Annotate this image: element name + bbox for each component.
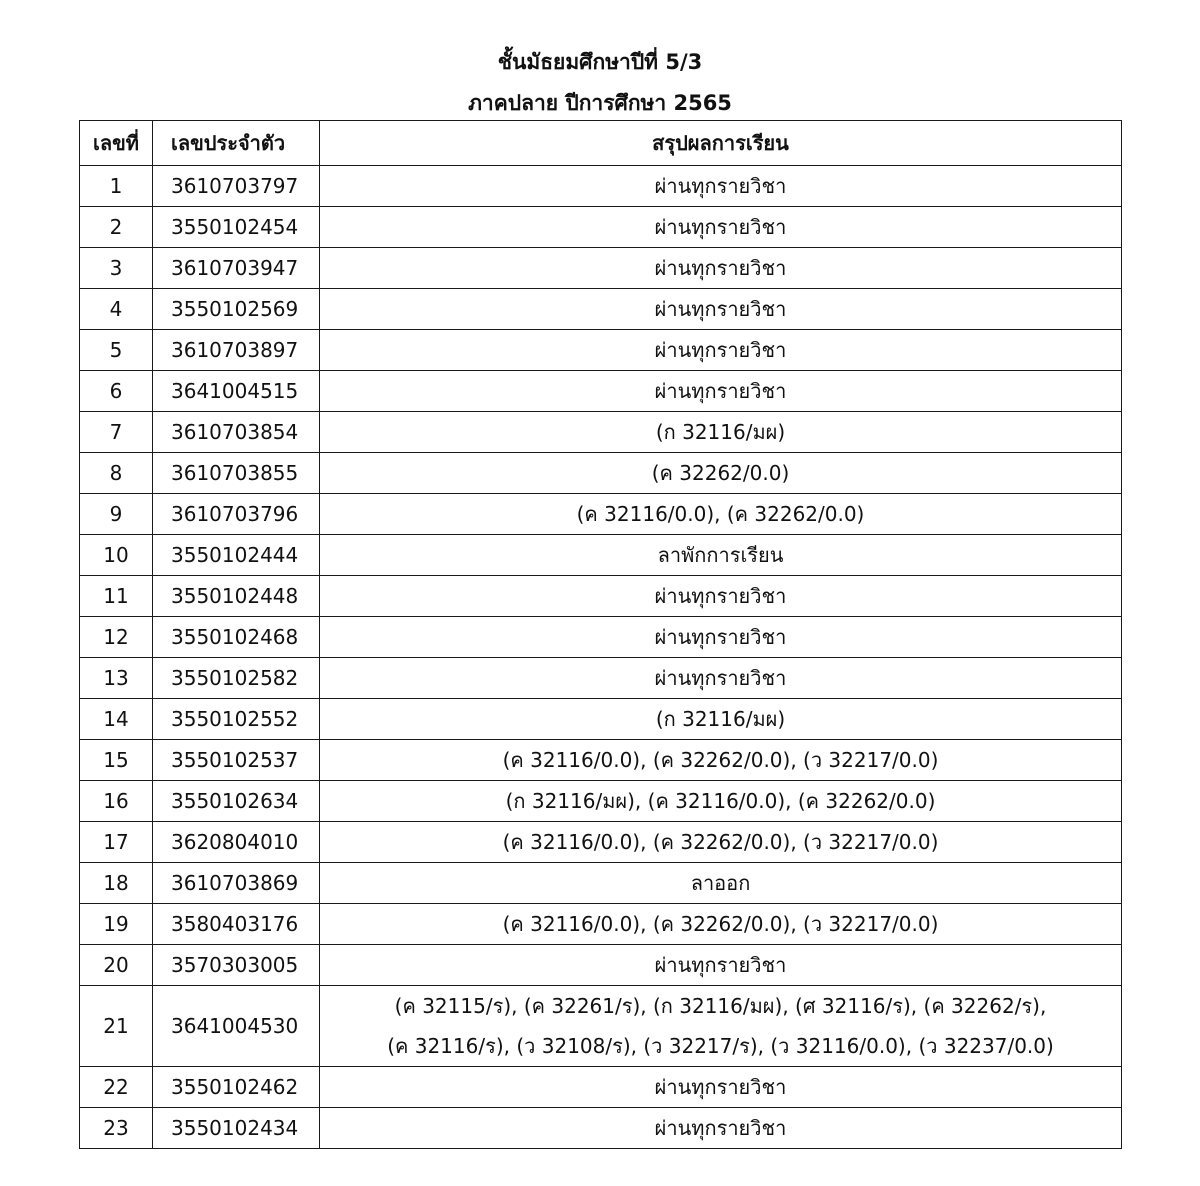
table-row — [80, 166, 1122, 207]
result-summary — [320, 330, 1122, 371]
row-number: 12 — [80, 617, 153, 658]
result-summary — [320, 535, 1122, 576]
student-id: 3550102569 — [153, 289, 320, 330]
result-line: ผ่านทุกรายวิชา — [654, 379, 787, 403]
student-id: 3550102552 — [153, 699, 320, 740]
result-summary — [320, 576, 1122, 617]
table-row — [80, 535, 1122, 576]
result-line: ผ่านทุกรายวิชา — [654, 625, 787, 649]
row-number: 7 — [80, 412, 153, 453]
student-id: 3641004515 — [153, 371, 320, 412]
student-id: 3570303005 — [153, 945, 320, 986]
result-summary — [320, 699, 1122, 740]
result-summary — [320, 371, 1122, 412]
table-row — [80, 371, 1122, 412]
student-id: 3610703797 — [153, 166, 320, 207]
table-row — [80, 945, 1122, 986]
page-subtitle: ภาคปลาย ปีการศึกษา 2565 — [468, 91, 732, 115]
result-summary — [320, 740, 1122, 781]
row-number: 22 — [80, 1067, 153, 1108]
result-summary — [320, 412, 1122, 453]
result-line: ผ่านทุกรายวิชา — [654, 666, 787, 690]
row-number: 13 — [80, 658, 153, 699]
row-number: 4 — [80, 289, 153, 330]
row-number: 3 — [80, 248, 153, 289]
student-id: 3610703796 — [153, 494, 320, 535]
table-row — [80, 248, 1122, 289]
student-id: 3550102434 — [153, 1108, 320, 1149]
column-header-result: สรุปผลการเรียน — [320, 121, 1122, 166]
table-row — [80, 207, 1122, 248]
row-number: 8 — [80, 453, 153, 494]
row-number: 10 — [80, 535, 153, 576]
result-line: ผ่านทุกรายวิชา — [654, 297, 787, 321]
result-line: ผ่านทุกรายวิชา — [654, 1116, 787, 1140]
student-id: 3610703947 — [153, 248, 320, 289]
column-header-number: เลขที่ — [80, 121, 153, 166]
row-number: 5 — [80, 330, 153, 371]
result-line: (ก 32116/มผ), (ค 32116/0.0), (ค 32262/0.0) — [505, 789, 936, 813]
result-line: ผ่านทุกรายวิชา — [654, 174, 787, 198]
row-number: 16 — [80, 781, 153, 822]
result-summary — [320, 289, 1122, 330]
student-id: 3620804010 — [153, 822, 320, 863]
result-summary — [320, 453, 1122, 494]
result-summary — [320, 658, 1122, 699]
table-row — [80, 1108, 1122, 1149]
student-id: 3550102634 — [153, 781, 320, 822]
table-row — [80, 1067, 1122, 1108]
row-number: 9 — [80, 494, 153, 535]
table-row — [80, 330, 1122, 371]
result-summary — [320, 1067, 1122, 1108]
result-summary — [320, 248, 1122, 289]
row-number: 18 — [80, 863, 153, 904]
table-row — [80, 986, 1122, 1067]
table-row — [80, 494, 1122, 535]
result-summary — [320, 1108, 1122, 1149]
result-line: (ค 32116/ร), (ว 32108/ร), (ว 32217/ร), (ว 32116/0.0), (ว 32237/0.0) — [387, 1034, 1054, 1058]
row-number: 21 — [80, 986, 153, 1067]
table-header-row — [80, 121, 1122, 166]
table-row — [80, 781, 1122, 822]
row-number: 1 — [80, 166, 153, 207]
student-id: 3580403176 — [153, 904, 320, 945]
student-id: 3641004530 — [153, 986, 320, 1067]
result-line: ลาพักการเรียน — [657, 543, 784, 567]
result-line: ผ่านทุกรายวิชา — [654, 1075, 787, 1099]
row-number: 6 — [80, 371, 153, 412]
table-row — [80, 740, 1122, 781]
result-line: ผ่านทุกรายวิชา — [654, 256, 787, 280]
result-summary — [320, 863, 1122, 904]
result-line: (ค 32116/0.0), (ค 32262/0.0), (ว 32217/0.0) — [502, 748, 939, 772]
table-row — [80, 576, 1122, 617]
result-line: ลาออก — [690, 871, 751, 895]
student-id: 3550102582 — [153, 658, 320, 699]
result-line: ผ่านทุกรายวิชา — [654, 338, 787, 362]
student-id: 3550102537 — [153, 740, 320, 781]
student-id: 3550102448 — [153, 576, 320, 617]
table-row — [80, 412, 1122, 453]
page-title: ชั้นมัธยมศึกษาปีที่ 5/3 — [497, 50, 703, 74]
row-number: 23 — [80, 1108, 153, 1149]
table-row — [80, 453, 1122, 494]
row-number: 2 — [80, 207, 153, 248]
table-body — [80, 166, 1122, 1149]
table-row — [80, 289, 1122, 330]
result-summary — [320, 617, 1122, 658]
row-number: 11 — [80, 576, 153, 617]
row-number: 19 — [80, 904, 153, 945]
table-row — [80, 658, 1122, 699]
result-summary — [320, 494, 1122, 535]
table-row — [80, 822, 1122, 863]
column-header-student-id: เลขประจำตัว — [153, 121, 320, 166]
result-line: (ค 32116/0.0), (ค 32262/0.0), (ว 32217/0.0) — [502, 830, 939, 854]
result-line: (ค 32116/0.0), (ค 32262/0.0) — [576, 502, 865, 526]
result-line: (ค 32116/0.0), (ค 32262/0.0), (ว 32217/0.0) — [502, 912, 939, 936]
student-id: 3610703854 — [153, 412, 320, 453]
table-row — [80, 699, 1122, 740]
result-summary — [320, 945, 1122, 986]
result-line: ผ่านทุกรายวิชา — [654, 215, 787, 239]
result-line: (ก 32116/มผ) — [655, 707, 786, 731]
row-number: 17 — [80, 822, 153, 863]
result-line: ผ่านทุกรายวิชา — [654, 584, 787, 608]
student-id: 3610703897 — [153, 330, 320, 371]
result-line: (ค 32262/0.0) — [651, 461, 790, 485]
result-line: ผ่านทุกรายวิชา — [654, 953, 787, 977]
student-id: 3550102468 — [153, 617, 320, 658]
table-row — [80, 904, 1122, 945]
result-summary — [320, 781, 1122, 822]
student-id: 3610703855 — [153, 453, 320, 494]
row-number: 15 — [80, 740, 153, 781]
result-summary — [320, 986, 1122, 1067]
student-id: 3550102444 — [153, 535, 320, 576]
student-id: 3550102454 — [153, 207, 320, 248]
row-number: 20 — [80, 945, 153, 986]
result-line: (ค 32115/ร), (ค 32261/ร), (ก 32116/มผ), (ศ 32116/ร), (ค 32262/ร), — [394, 994, 1047, 1018]
result-summary — [320, 822, 1122, 863]
results-table — [79, 120, 1122, 1149]
result-line: (ก 32116/มผ) — [655, 420, 786, 444]
result-summary — [320, 904, 1122, 945]
student-id: 3610703869 — [153, 863, 320, 904]
table-row — [80, 617, 1122, 658]
row-number: 14 — [80, 699, 153, 740]
student-id: 3550102462 — [153, 1067, 320, 1108]
result-summary — [320, 166, 1122, 207]
result-summary — [320, 207, 1122, 248]
table-row — [80, 863, 1122, 904]
